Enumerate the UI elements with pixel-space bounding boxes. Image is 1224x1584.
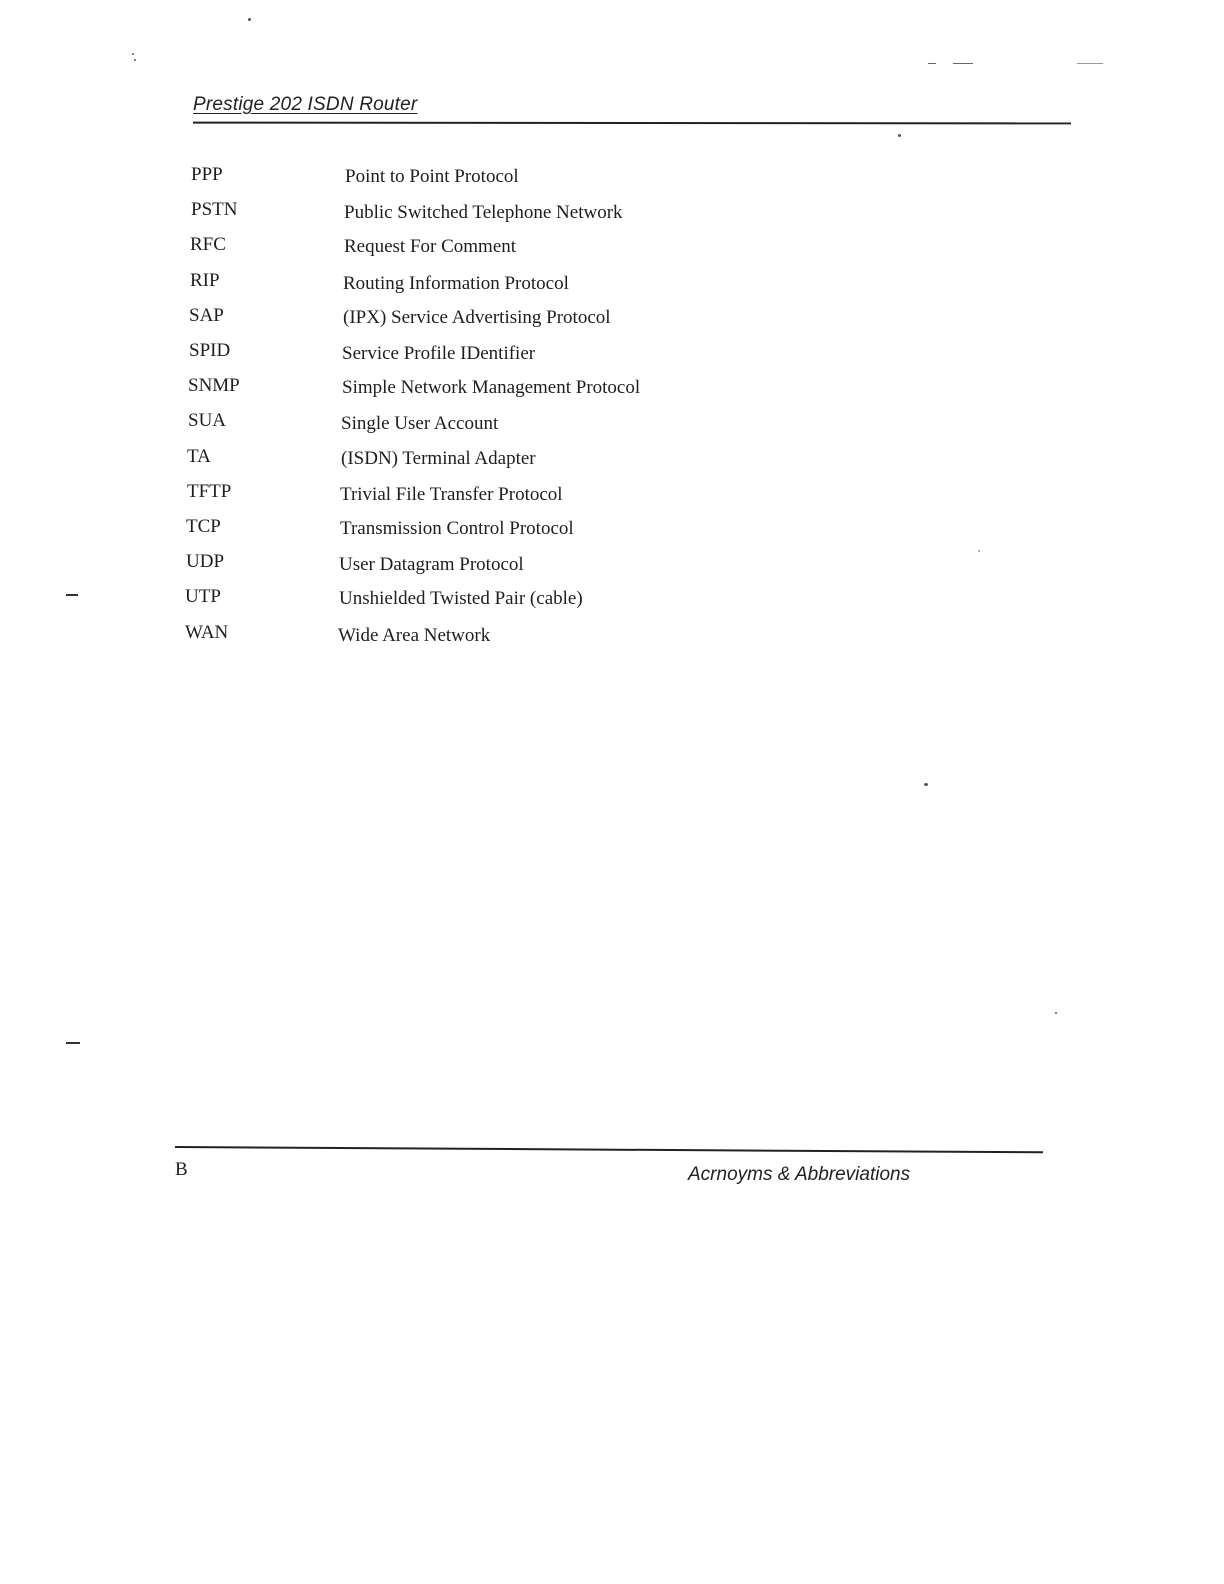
acronym-definition: Point to Point Protocol — [345, 166, 519, 187]
acronym-definition: Service Profile IDentifier — [342, 343, 536, 364]
acronym-definition: Transmission Control Protocol — [340, 518, 574, 539]
acronym-definition: User Datagram Protocol — [339, 554, 524, 575]
scan-speck — [1055, 1012, 1057, 1014]
acronym-definition: Wide Area Network — [338, 625, 491, 646]
acronym-term: RFC — [190, 234, 226, 255]
scan-mark — [928, 63, 936, 64]
scan-speck — [924, 783, 928, 786]
scan-mark — [1077, 63, 1103, 64]
page-header-title: Prestige 202 ISDN Router — [193, 94, 418, 115]
acronym-term: PPP — [191, 164, 223, 185]
footer-divider — [175, 1146, 1043, 1153]
acronym-term: SNMP — [188, 375, 240, 396]
acronym-definition: Routing Information Protocol — [343, 273, 569, 294]
scan-speck — [248, 18, 251, 21]
scan-speck — [898, 134, 901, 137]
acronym-definition: Unshielded Twisted Pair (cable) — [339, 588, 583, 609]
acronym-term: TFTP — [187, 481, 232, 502]
acronym-term: SAP — [189, 305, 224, 326]
acronym-term: UDP — [186, 551, 225, 572]
acronym-term: SUA — [188, 410, 227, 431]
acronym-term: WAN — [185, 622, 229, 643]
scan-mark — [66, 1042, 80, 1044]
acronym-term: TCP — [186, 516, 221, 537]
scan-speck — [134, 59, 136, 61]
acronym-term: PSTN — [191, 199, 238, 220]
acronym-definition: (IPX) Service Advertising Protocol — [343, 307, 611, 328]
acronym-definition: Public Switched Telephone Network — [344, 202, 623, 223]
footer-section-title: Acrnoyms & Abbreviations — [688, 1164, 911, 1185]
acronym-definition: Trivial File Transfer Protocol — [340, 484, 563, 505]
acronym-term: RIP — [190, 270, 220, 291]
acronym-term: TA — [187, 446, 211, 467]
acronym-term: UTP — [185, 586, 221, 607]
acronym-list — [0, 0, 1224, 700]
scan-speck — [132, 53, 134, 55]
scan-speck — [978, 550, 980, 552]
scan-mark — [953, 63, 973, 64]
acronym-term: SPID — [189, 340, 231, 361]
page-number: B — [175, 1159, 188, 1180]
scan-mark — [66, 594, 78, 596]
acronym-definition: (ISDN) Terminal Adapter — [341, 448, 536, 469]
acronym-definition: Single User Account — [341, 413, 499, 434]
acronym-definition: Simple Network Management Protocol — [342, 377, 641, 398]
acronym-definition: Request For Comment — [344, 236, 517, 257]
